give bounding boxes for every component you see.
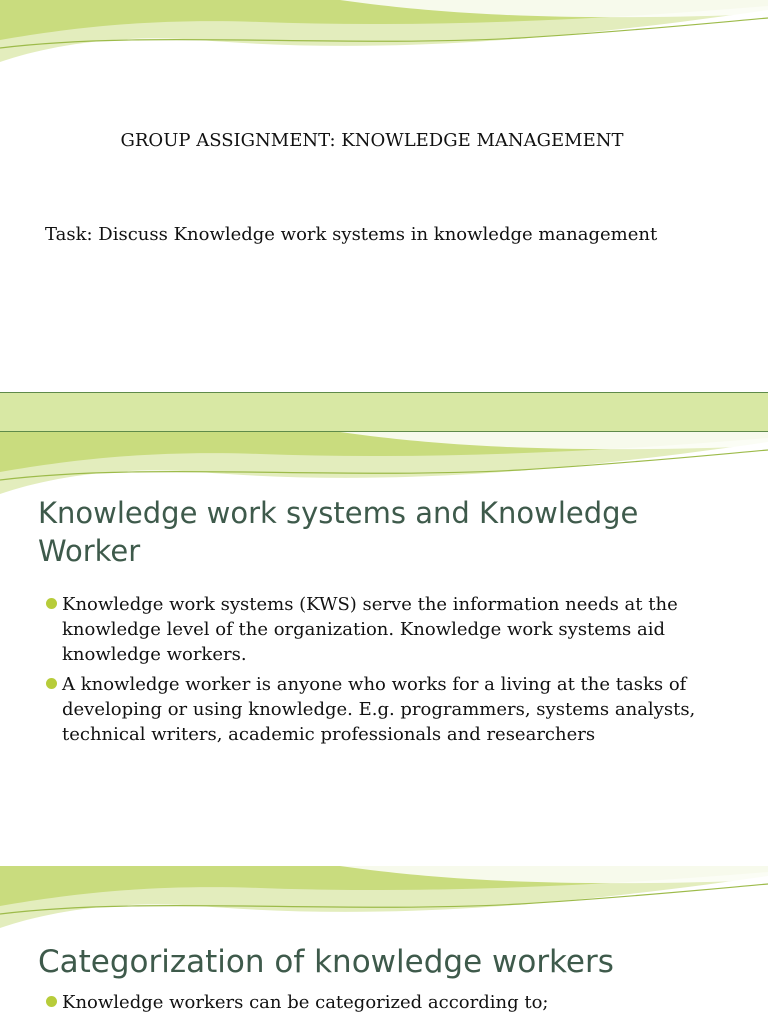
decorative-wave	[0, 866, 768, 946]
slide-title: Categorization of knowledge workers	[38, 944, 614, 980]
bullet-text: Knowledge workers can be categorized according to;	[62, 992, 549, 1013]
decorative-wave	[0, 0, 768, 80]
bullet-dot-icon	[46, 996, 57, 1007]
slide-divider-band	[0, 392, 768, 432]
bullet-text: Knowledge work systems (KWS) serve the information needs at the knowledge level of the organization. Knowledge work systems aid knowledge workers.	[62, 594, 678, 665]
list-item	[44, 672, 724, 747]
bullet-dot-icon	[46, 598, 57, 609]
list-item	[44, 990, 724, 1015]
bullet-text: A knowledge worker is anyone who works for a living at the tasks of developing or using knowledge. E.g. programmers, systems analysts, technical writers, academic professionals and researchers	[62, 674, 696, 745]
slide-3	[0, 866, 768, 1024]
assignment-heading: GROUP ASSIGNMENT: KNOWLEDGE MANAGEMENT	[120, 130, 624, 151]
task-text: Task: Discuss Knowledge work systems in knowledge management	[45, 224, 658, 245]
slide-2	[0, 432, 768, 866]
bullet-list	[44, 990, 724, 1020]
list-item	[44, 592, 724, 667]
bullet-list	[44, 592, 724, 752]
slide-title: Knowledge work systems and Knowledge Worker	[38, 496, 639, 568]
bullet-dot-icon	[46, 678, 57, 689]
slide-1	[0, 0, 768, 390]
